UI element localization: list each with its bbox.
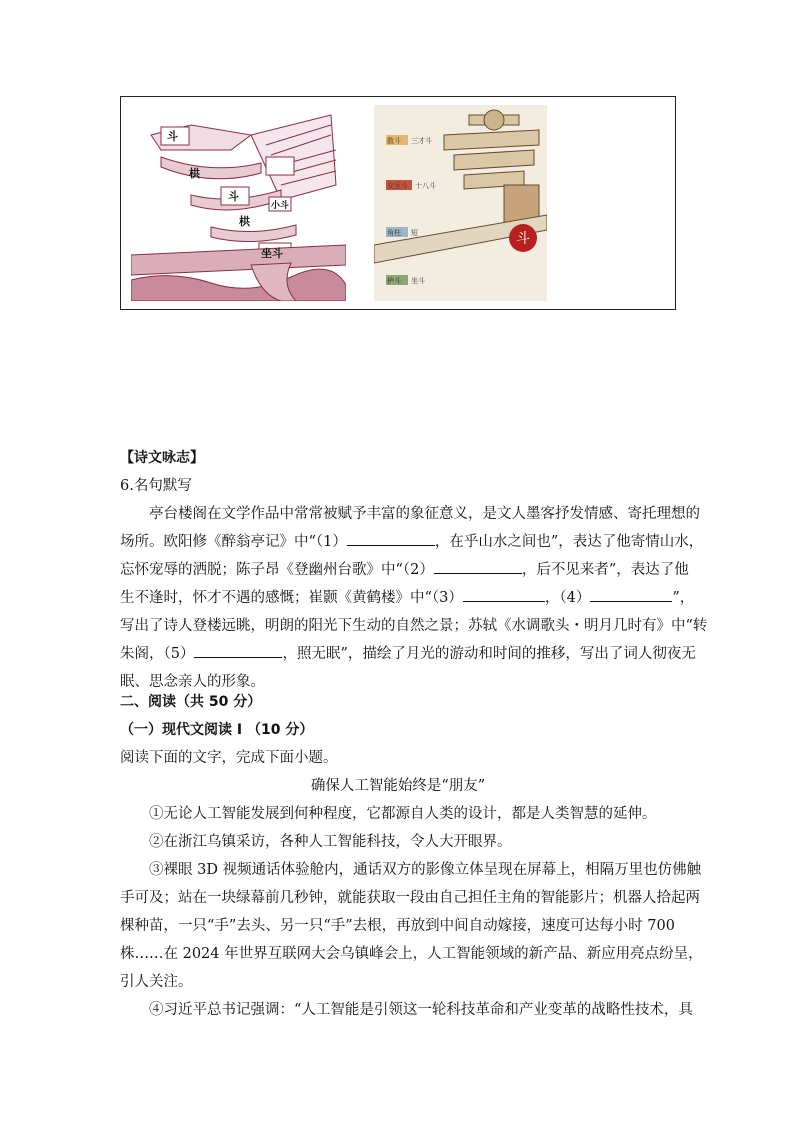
svg-text:斗: 斗: [516, 231, 530, 247]
ludou-label: 栌斗: [387, 277, 401, 285]
label-gong-1: 栱: [189, 167, 200, 180]
article-paragraph-3-cont-1: 手可及；站在一块绿幕前几秒钟，就能获取一段由自己担任主角的智能影片；机器人拾起两: [120, 890, 700, 906]
article-paragraph-2: ②在浙江乌镇采访，各种人工智能科技，令人大开眼界。: [149, 834, 512, 850]
article-title: 确保人工智能始终是“朋友”: [310, 778, 486, 794]
reading-section: [120, 688, 703, 1024]
poem-line-2: 场所。欧阳修《醉翁亭记》中“（1） ，在乎山水之间也”，表达了他寄情山水，: [120, 528, 676, 556]
jiaohu-note: 十八斗: [415, 182, 436, 190]
jiaohu-label: 交互斗: [387, 182, 408, 190]
subsection-heading: （一）现代文阅读 I （10 分）: [120, 722, 314, 738]
answer-blank-3[interactable]: [463, 585, 545, 602]
article-paragraph-3-cont-2: 棵种苗，一只“手”去头、另一只“手”去根，再放到中间自动嫁接，速度可达每小时 700: [120, 918, 675, 934]
article-paragraph-1: ①无论人工智能发展到何种程度，它都源自人类的设计，都是人类智慧的延伸。: [149, 806, 657, 822]
answer-blank-5[interactable]: [194, 641, 282, 658]
question-6-label: 6.名句默写: [120, 478, 192, 494]
poem-section: [120, 444, 708, 696]
dougong-sketch-illustration: [131, 105, 346, 301]
seal-stamp: [509, 224, 537, 252]
answer-blank-2[interactable]: [434, 557, 522, 574]
label-dou-mid: 斗: [228, 190, 239, 203]
dougong-color-illustration: [374, 105, 547, 301]
reading-instruction: 阅读下面的文字，完成下面小题。: [120, 750, 338, 766]
label-gong-2: 栱: [239, 215, 250, 228]
section-heading-reading: 二、阅读（共 50 分）: [120, 694, 262, 710]
label-xiaodou: 小斗: [271, 201, 290, 211]
jiaozhu-label: 角柱: [387, 229, 401, 237]
poem-line-1: 亭台楼阁在文学作品中常常被赋予丰富的象征意义，是文人墨客抒发情感、寄托理想的: [149, 506, 700, 522]
poem-line-4: 生不逢时，怀才不遇的感慨；崔颢《黄鹤楼》中“（3） ，（4） ”，: [120, 584, 676, 612]
answer-blank-4[interactable]: [590, 585, 672, 602]
jiaozhu-note: 短: [411, 229, 418, 237]
label-dou-top: 斗: [167, 130, 178, 143]
dougong-figure: [120, 96, 676, 310]
poem-line-3: 忘怀宠辱的洒脱；陈子昂《登幽州台歌》中“（2） ，后不见来者”，表达了他: [120, 556, 676, 584]
answer-blank-1[interactable]: [347, 529, 435, 546]
article-paragraph-3: ③裸眼 3D 视频通话体验舱内，通话双方的影像立体呈现在屏幕上，相隔万里也仿佛触: [149, 862, 702, 878]
article-paragraph-4: ④习近平总书记强调：“人工智能是引领这一轮科技革命和产业变革的战略性技术，具: [149, 1002, 693, 1018]
sanduo-note: 三才斗: [411, 137, 432, 145]
poem-line-5: 写出了诗人登楼远眺，明朗的阳光下生动的自然之景；苏轼《水调歌头・明月几时有》中“转: [120, 618, 708, 634]
sanduo-label: 散斗: [387, 137, 401, 145]
section-heading-poem: 【诗文咏志】: [120, 450, 204, 466]
poem-line-7: 眠、思念亲人的形象。: [120, 674, 265, 690]
label-zuodou: 坐斗: [261, 247, 283, 260]
article-paragraph-3-cont-4: 引人关注。: [120, 974, 193, 990]
ludou-note: 坐斗: [411, 277, 425, 285]
poem-line-6: 朱阁，（5） ，照无眠”，描绘了月光的游动和时间的推移，写出了词人彻夜无: [120, 640, 676, 668]
article-paragraph-3-cont-3: 株……在 2024 年世界互联网大会乌镇峰会上，人工智能领域的新产品、新应用亮点纷呈，: [120, 946, 703, 962]
